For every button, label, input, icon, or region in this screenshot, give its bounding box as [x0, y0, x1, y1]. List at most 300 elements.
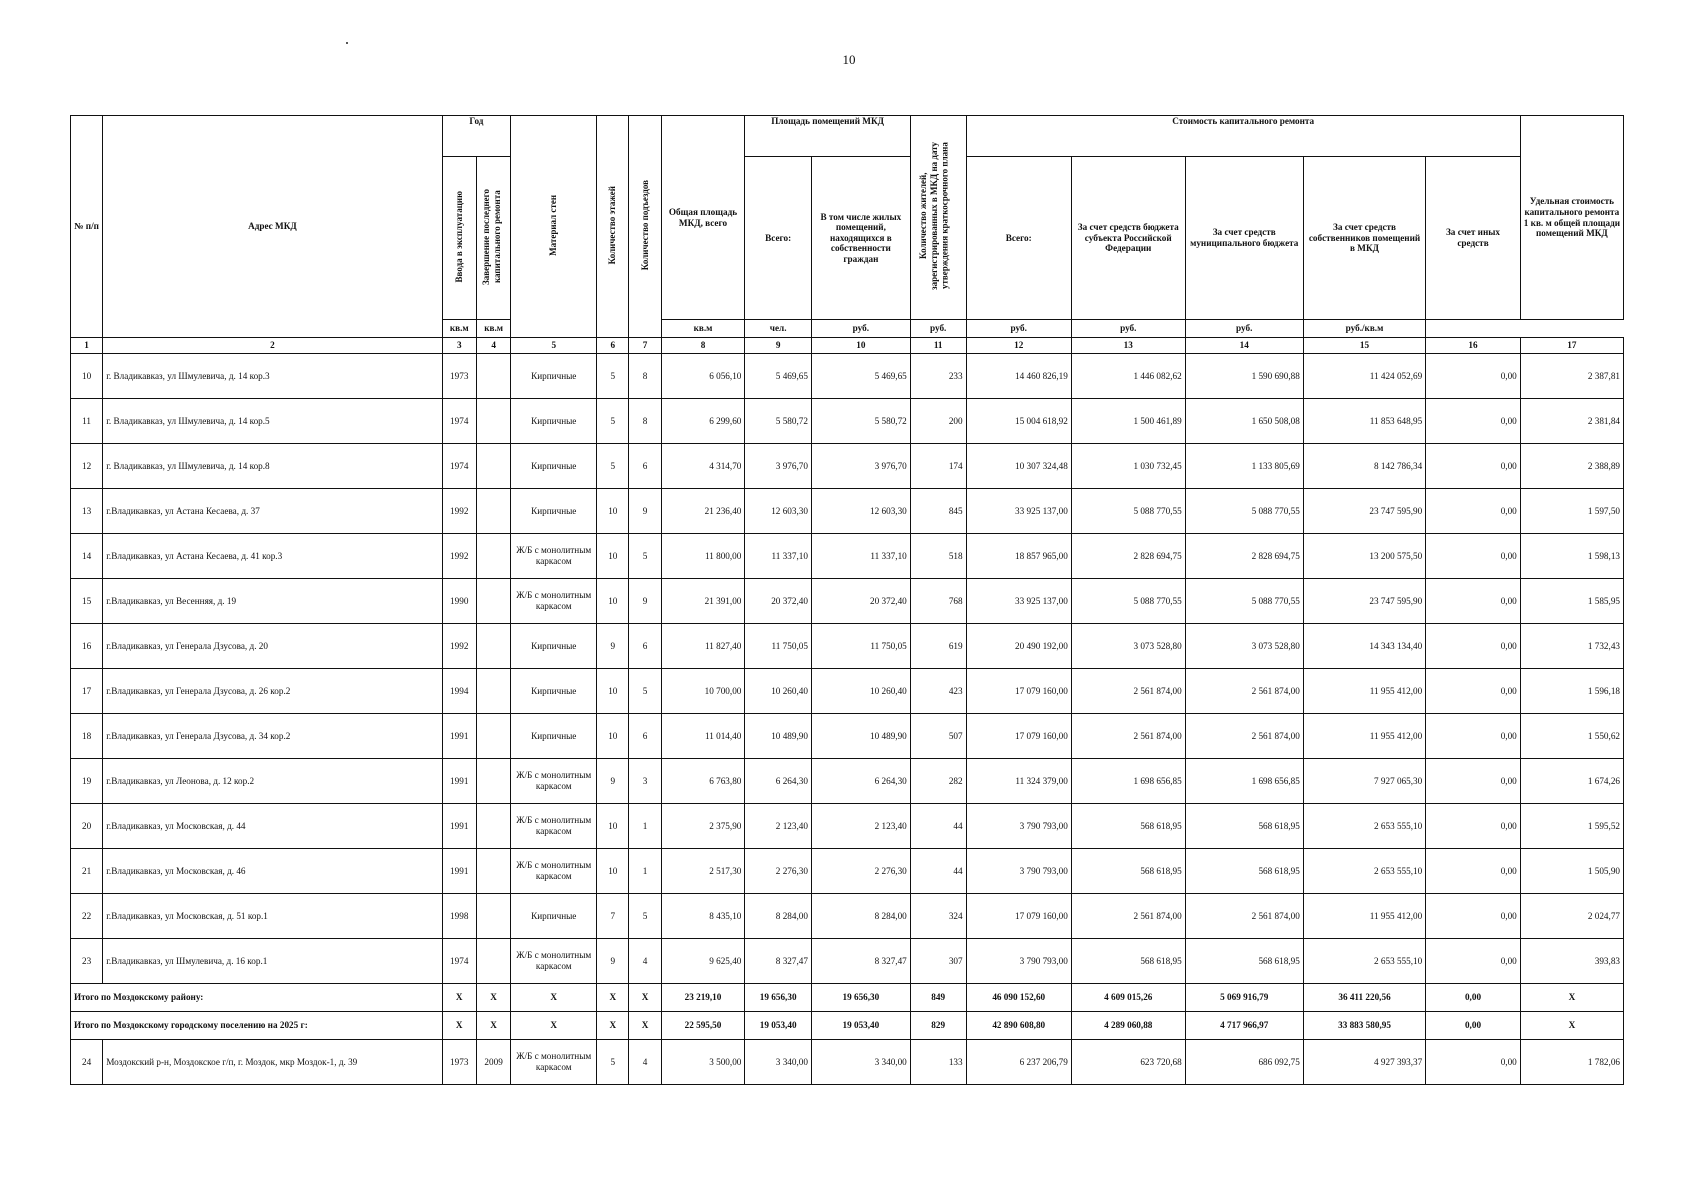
floors-cell: 5 [597, 1040, 629, 1085]
cost-municipal-cell: 5 088 770,55 [1185, 489, 1303, 534]
unit-cell: руб. [910, 320, 966, 338]
address-cell: г.Владикавказ, ул Леонова, д. 12 кор.2 [103, 759, 442, 804]
entrances-cell: 4 [629, 939, 661, 984]
cost-owners-cell: 8 142 786,34 [1303, 444, 1425, 489]
cost-owners-cell: 2 653 555,10 [1303, 804, 1425, 849]
total-area-all-cell: 19 656,30 [745, 984, 812, 1012]
wall-material-cell: Ж/Б с монолитным каркасом [511, 534, 597, 579]
cost-subject-cell: 623 720,68 [1071, 1040, 1185, 1085]
address-cell: г. Владикавказ, ул Шмулевича, д. 14 кор.3 [103, 354, 442, 399]
unit-cell: руб. [966, 320, 1071, 338]
area-living-cell: 10 489,90 [811, 714, 910, 759]
cost-other-cell: 0,00 [1426, 534, 1521, 579]
entrances-cell: 8 [629, 354, 661, 399]
total-area-cell: 6 056,10 [661, 354, 745, 399]
year-repair-cell [476, 354, 510, 399]
unit-cost-cell: 1 550,62 [1520, 714, 1623, 759]
total-area-cell: 3 500,00 [661, 1040, 745, 1085]
residents-cell: 507 [910, 714, 966, 759]
column-index-cell: 17 [1520, 338, 1623, 354]
area-living-cell: 12 603,30 [811, 489, 910, 534]
col-cost-other-header: За счет иных средств [1426, 157, 1521, 320]
floors-cell: 5 [597, 444, 629, 489]
cost-total-cell: 17 079 160,00 [966, 669, 1071, 714]
unit-cost-cell: 1 782,06 [1520, 1040, 1623, 1085]
area-living-cell: 10 260,40 [811, 669, 910, 714]
year-commission-cell: 1992 [442, 624, 476, 669]
year-repair-cell [476, 399, 510, 444]
total-area-cell: 22 595,50 [661, 1012, 745, 1040]
col-total-area-header: Общая площадь МКД, всего [661, 116, 745, 320]
cost-subject-cell: 5 088 770,55 [1071, 579, 1185, 624]
cost-other-cell: 0,00 [1426, 579, 1521, 624]
total-area-cell: 11 827,40 [661, 624, 745, 669]
year-commission-label: Ввода в эксплуатацию [453, 190, 464, 283]
residents-cell: 845 [910, 489, 966, 534]
residents-cell: 619 [910, 624, 966, 669]
wall-material-cell: Ж/Б с монолитным каркасом [511, 579, 597, 624]
entrances-cell: 6 [629, 714, 661, 759]
column-index-row [71, 338, 1624, 354]
totals-row [71, 1012, 1624, 1040]
table-row [71, 1040, 1624, 1085]
unit-cost-cell: 1 595,52 [1520, 804, 1623, 849]
cost-total-cell: 3 790 793,00 [966, 849, 1071, 894]
cost-municipal-cell: 568 618,95 [1185, 939, 1303, 984]
residents-cell: 44 [910, 804, 966, 849]
year-commission-cell: 1974 [442, 444, 476, 489]
totals-label: Итого по Моздокскому городскому поселению на 2025 г: [71, 1012, 443, 1040]
year-repair-cell [476, 534, 510, 579]
col-cost-group-header: Стоимость капитального ремонта [966, 116, 1520, 157]
floors-cell: 10 [597, 489, 629, 534]
cost-total-cell: 3 790 793,00 [966, 939, 1071, 984]
floors-cell: 10 [597, 714, 629, 759]
total-area-cell: 21 236,40 [661, 489, 745, 534]
total-area-cell: 11 800,00 [661, 534, 745, 579]
total-material-cell: X [511, 1012, 597, 1040]
total-cost-subject-cell: 4 609 015,26 [1071, 984, 1185, 1012]
col-unit-cost-header: Удельная стоимость капитального ремонта 1 кв. м общей площади помещений МКД [1520, 116, 1623, 320]
total-year-repair-cell: X [476, 984, 510, 1012]
total-area-cell: 10 700,00 [661, 669, 745, 714]
unit-cost-cell: 1 596,18 [1520, 669, 1623, 714]
area-living-cell: 8 284,00 [811, 894, 910, 939]
column-index-cell: 6 [597, 338, 629, 354]
col-residents-header [910, 116, 966, 320]
column-index-cell: 9 [745, 338, 812, 354]
entrances-cell: 3 [629, 759, 661, 804]
unit-cell: кв.м [661, 320, 745, 338]
total-unit-cost-cell: X [1520, 1012, 1623, 1040]
address-cell: г.Владикавказ, ул Московская, д. 44 [103, 804, 442, 849]
unit-cell: руб. [1071, 320, 1185, 338]
residents-cell: 324 [910, 894, 966, 939]
cost-owners-cell: 11 955 412,00 [1303, 714, 1425, 759]
total-entrances-cell: X [629, 1012, 661, 1040]
row-number: 17 [71, 669, 103, 714]
column-index-cell: 1 [71, 338, 103, 354]
cost-owners-cell: 2 653 555,10 [1303, 849, 1425, 894]
total-area-living-cell: 19 053,40 [811, 1012, 910, 1040]
year-commission-cell: 1992 [442, 534, 476, 579]
wall-material-cell: Кирпичные [511, 669, 597, 714]
row-number: 19 [71, 759, 103, 804]
unit-cost-cell: 393,83 [1520, 939, 1623, 984]
cost-other-cell: 0,00 [1426, 399, 1521, 444]
total-area-cell: 23 219,10 [661, 984, 745, 1012]
cost-other-cell: 0,00 [1426, 354, 1521, 399]
wall-material-cell: Кирпичные [511, 714, 597, 759]
total-area-cell: 4 314,70 [661, 444, 745, 489]
column-index-cell: 15 [1303, 338, 1425, 354]
unit-cell: руб. [811, 320, 910, 338]
cost-owners-cell: 23 747 595,90 [1303, 579, 1425, 624]
row-number: 24 [71, 1040, 103, 1085]
unit-cell: руб. [1185, 320, 1303, 338]
area-total-cell: 11 750,05 [745, 624, 812, 669]
year-repair-cell [476, 444, 510, 489]
area-total-cell: 8 327,47 [745, 939, 812, 984]
table-row [71, 804, 1624, 849]
cost-subject-cell: 3 073 528,80 [1071, 624, 1185, 669]
unit-cell: кв.м [476, 320, 510, 338]
table-row [71, 669, 1624, 714]
cost-subject-cell: 1 030 732,45 [1071, 444, 1185, 489]
row-number: 23 [71, 939, 103, 984]
cost-other-cell: 0,00 [1426, 804, 1521, 849]
wall-material-cell: Ж/Б с монолитным каркасом [511, 939, 597, 984]
wall-material-cell: Ж/Б с монолитным каркасом [511, 1040, 597, 1085]
cost-other-cell: 0,00 [1426, 894, 1521, 939]
cost-total-cell: 6 237 206,79 [966, 1040, 1071, 1085]
year-repair-cell [476, 759, 510, 804]
table-row [71, 714, 1624, 759]
area-living-cell: 3 976,70 [811, 444, 910, 489]
floors-cell: 9 [597, 759, 629, 804]
area-total-cell: 10 489,90 [745, 714, 812, 759]
year-commission-cell: 1998 [442, 894, 476, 939]
residents-cell: 233 [910, 354, 966, 399]
table-row [71, 399, 1624, 444]
cost-municipal-cell: 568 618,95 [1185, 804, 1303, 849]
col-wall-material-header [511, 116, 597, 338]
year-commission-cell: 1973 [442, 1040, 476, 1085]
residents-cell: 174 [910, 444, 966, 489]
address-cell: г.Владикавказ, ул Генерала Дзусова, д. 20 [103, 624, 442, 669]
area-total-cell: 12 603,30 [745, 489, 812, 534]
year-commission-cell: 1990 [442, 579, 476, 624]
unit-cell: чел. [745, 320, 812, 338]
total-residents-cell: 849 [910, 984, 966, 1012]
cost-municipal-cell: 1 590 690,88 [1185, 354, 1303, 399]
entrances-label: Количество подъездов [639, 180, 650, 271]
col-cost-total-header: Всего: [966, 157, 1071, 320]
total-cost-other-cell: 0,00 [1426, 984, 1521, 1012]
entrances-cell: 1 [629, 804, 661, 849]
cost-other-cell: 0,00 [1426, 759, 1521, 804]
total-cost-cell: 42 890 608,80 [966, 1012, 1071, 1040]
unit-cost-cell: 2 381,84 [1520, 399, 1623, 444]
area-total-cell: 10 260,40 [745, 669, 812, 714]
wall-material-cell: Кирпичные [511, 399, 597, 444]
area-living-cell: 11 337,10 [811, 534, 910, 579]
year-repair-cell [476, 894, 510, 939]
col-area-living-header: В том числе жилых помещений, находящихся в собственности граждан [811, 157, 910, 320]
entrances-cell: 8 [629, 399, 661, 444]
cost-total-cell: 11 324 379,00 [966, 759, 1071, 804]
totals-row [71, 984, 1624, 1012]
column-index-cell: 2 [103, 338, 442, 354]
col-cost-owners-header: За счет средств собственников помещений в МКД [1303, 157, 1425, 320]
cost-subject-cell: 1 698 656,85 [1071, 759, 1185, 804]
unit-cost-cell: 1 732,43 [1520, 624, 1623, 669]
cost-total-cell: 17 079 160,00 [966, 714, 1071, 759]
cost-total-cell: 3 790 793,00 [966, 804, 1071, 849]
cost-total-cell: 33 925 137,00 [966, 489, 1071, 534]
total-cost-other-cell: 0,00 [1426, 1012, 1521, 1040]
total-area-cell: 9 625,40 [661, 939, 745, 984]
wall-material-cell: Ж/Б с монолитным каркасом [511, 759, 597, 804]
table-row [71, 759, 1624, 804]
area-total-cell: 3 976,70 [745, 444, 812, 489]
total-cost-owners-cell: 33 883 580,95 [1303, 1012, 1425, 1040]
column-index-cell: 4 [476, 338, 510, 354]
col-floors-header [597, 116, 629, 338]
unit-cost-cell: 1 585,95 [1520, 579, 1623, 624]
total-area-cell: 8 435,10 [661, 894, 745, 939]
cost-owners-cell: 23 747 595,90 [1303, 489, 1425, 534]
cost-other-cell: 0,00 [1426, 669, 1521, 714]
residents-cell: 423 [910, 669, 966, 714]
total-cost-municipal-cell: 5 069 916,79 [1185, 984, 1303, 1012]
cost-subject-cell: 568 618,95 [1071, 939, 1185, 984]
unit-cost-cell: 1 598,13 [1520, 534, 1623, 579]
col-year-last-repair-header [476, 157, 510, 320]
total-cost-owners-cell: 36 411 220,56 [1303, 984, 1425, 1012]
column-index-cell: 8 [661, 338, 745, 354]
area-total-cell: 8 284,00 [745, 894, 812, 939]
cost-municipal-cell: 3 073 528,80 [1185, 624, 1303, 669]
row-number: 15 [71, 579, 103, 624]
year-commission-cell: 1994 [442, 669, 476, 714]
year-repair-cell [476, 579, 510, 624]
residents-cell: 133 [910, 1040, 966, 1085]
column-index-cell: 3 [442, 338, 476, 354]
area-living-cell: 5 580,72 [811, 399, 910, 444]
entrances-cell: 9 [629, 579, 661, 624]
table-row [71, 624, 1624, 669]
year-commission-cell: 1973 [442, 354, 476, 399]
wall-material-cell: Кирпичные [511, 624, 597, 669]
table-row [71, 894, 1624, 939]
area-living-cell: 6 264,30 [811, 759, 910, 804]
address-cell: г.Владикавказ, ул Московская, д. 51 кор.1 [103, 894, 442, 939]
cost-owners-cell: 2 653 555,10 [1303, 939, 1425, 984]
address-cell: г. Владикавказ, ул Шмулевича, д. 14 кор.5 [103, 399, 442, 444]
column-index-cell: 11 [910, 338, 966, 354]
area-total-cell: 2 276,30 [745, 849, 812, 894]
year-commission-cell: 1974 [442, 399, 476, 444]
year-commission-cell: 1974 [442, 939, 476, 984]
year-repair-cell [476, 624, 510, 669]
total-cost-municipal-cell: 4 717 966,97 [1185, 1012, 1303, 1040]
address-cell: г.Владикавказ, ул Астана Кесаева, д. 41 кор.3 [103, 534, 442, 579]
residents-cell: 518 [910, 534, 966, 579]
total-area-cell: 2 375,90 [661, 804, 745, 849]
cost-municipal-cell: 1 650 508,08 [1185, 399, 1303, 444]
year-repair-cell [476, 804, 510, 849]
floors-cell: 7 [597, 894, 629, 939]
year-commission-cell: 1991 [442, 714, 476, 759]
col-year-commission-header [442, 157, 476, 320]
address-cell: г.Владикавказ, ул Московская, д. 46 [103, 849, 442, 894]
cost-total-cell: 10 307 324,48 [966, 444, 1071, 489]
row-number: 16 [71, 624, 103, 669]
row-number: 14 [71, 534, 103, 579]
cost-subject-cell: 1 446 082,62 [1071, 354, 1185, 399]
cost-total-cell: 18 857 965,00 [966, 534, 1071, 579]
row-number: 21 [71, 849, 103, 894]
total-area-cell: 6 763,80 [661, 759, 745, 804]
address-cell: г.Владикавказ, ул Весенняя, д. 19 [103, 579, 442, 624]
entrances-cell: 5 [629, 894, 661, 939]
area-living-cell: 2 276,30 [811, 849, 910, 894]
address-cell: г.Владикавказ, ул Астана Кесаева, д. 37 [103, 489, 442, 534]
year-last-repair-label: Завершение последнего капитального ремонта [480, 188, 502, 285]
area-total-cell: 3 340,00 [745, 1040, 812, 1085]
cost-owners-cell: 13 200 575,50 [1303, 534, 1425, 579]
year-commission-cell: 1991 [442, 804, 476, 849]
unit-cost-cell: 2 024,77 [1520, 894, 1623, 939]
residents-cell: 768 [910, 579, 966, 624]
totals-label: Итого по Моздокскому району: [71, 984, 443, 1012]
unit-cost-cell: 2 388,89 [1520, 444, 1623, 489]
residents-cell: 282 [910, 759, 966, 804]
cost-total-cell: 33 925 137,00 [966, 579, 1071, 624]
total-floors-cell: X [597, 984, 629, 1012]
year-repair-cell [476, 849, 510, 894]
cost-owners-cell: 14 343 134,40 [1303, 624, 1425, 669]
cost-total-cell: 15 004 618,92 [966, 399, 1071, 444]
unit-cost-cell: 1 597,50 [1520, 489, 1623, 534]
total-area-cell: 21 391,00 [661, 579, 745, 624]
total-year-repair-cell: X [476, 1012, 510, 1040]
column-index-cell: 16 [1426, 338, 1521, 354]
residents-cell: 44 [910, 849, 966, 894]
entrances-cell: 5 [629, 669, 661, 714]
col-num-header: № п/п [71, 116, 103, 338]
residents-cell: 307 [910, 939, 966, 984]
total-area-all-cell: 19 053,40 [745, 1012, 812, 1040]
year-repair-cell: 2009 [476, 1040, 510, 1085]
year-repair-cell [476, 669, 510, 714]
cost-other-cell: 0,00 [1426, 444, 1521, 489]
cost-municipal-cell: 2 561 874,00 [1185, 894, 1303, 939]
table-row [71, 579, 1624, 624]
cost-other-cell: 0,00 [1426, 714, 1521, 759]
cost-owners-cell: 11 955 412,00 [1303, 669, 1425, 714]
total-cost-subject-cell: 4 289 060,88 [1071, 1012, 1185, 1040]
cost-subject-cell: 2 561 874,00 [1071, 669, 1185, 714]
cost-municipal-cell: 2 828 694,75 [1185, 534, 1303, 579]
floors-cell: 10 [597, 669, 629, 714]
col-area-group-header: Площадь помещений МКД [745, 116, 910, 157]
cost-municipal-cell: 568 618,95 [1185, 849, 1303, 894]
cost-other-cell: 0,00 [1426, 489, 1521, 534]
year-repair-cell [476, 939, 510, 984]
cost-municipal-cell: 5 088 770,55 [1185, 579, 1303, 624]
cost-subject-cell: 2 561 874,00 [1071, 894, 1185, 939]
entrances-cell: 4 [629, 1040, 661, 1085]
table-row [71, 354, 1624, 399]
cost-municipal-cell: 1 698 656,85 [1185, 759, 1303, 804]
col-year-group-header: Год [442, 116, 511, 157]
row-number: 20 [71, 804, 103, 849]
total-residents-cell: 829 [910, 1012, 966, 1040]
cost-owners-cell: 11 424 052,69 [1303, 354, 1425, 399]
cost-subject-cell: 568 618,95 [1071, 849, 1185, 894]
area-living-cell: 2 123,40 [811, 804, 910, 849]
year-repair-cell [476, 714, 510, 759]
row-number: 13 [71, 489, 103, 534]
cost-total-cell: 20 490 192,00 [966, 624, 1071, 669]
area-living-cell: 20 372,40 [811, 579, 910, 624]
cost-total-cell: 14 460 826,19 [966, 354, 1071, 399]
area-total-cell: 5 580,72 [745, 399, 812, 444]
col-address-header: Адрес МКД [103, 116, 442, 338]
table-row [71, 489, 1624, 534]
wall-material-cell: Ж/Б с монолитным каркасом [511, 804, 597, 849]
wall-material-label: Материал стен [548, 194, 559, 256]
year-commission-cell: 1991 [442, 849, 476, 894]
unit-cell: кв.м [442, 320, 476, 338]
table-row [71, 444, 1624, 489]
area-total-cell: 11 337,10 [745, 534, 812, 579]
wall-material-cell: Кирпичные [511, 444, 597, 489]
area-living-cell: 8 327,47 [811, 939, 910, 984]
floors-cell: 10 [597, 534, 629, 579]
cost-other-cell: 0,00 [1426, 939, 1521, 984]
entrances-cell: 6 [629, 624, 661, 669]
address-cell: г. Владикавказ, ул Шмулевича, д. 14 кор.8 [103, 444, 442, 489]
cost-other-cell: 0,00 [1426, 849, 1521, 894]
table-body [71, 116, 1624, 1085]
cost-other-cell: 0,00 [1426, 1040, 1521, 1085]
page-number: 10 [842, 52, 856, 67]
wall-material-cell: Ж/Б с монолитным каркасом [511, 849, 597, 894]
column-index-cell: 5 [511, 338, 597, 354]
total-material-cell: X [511, 984, 597, 1012]
address-cell: г.Владикавказ, ул Генерала Дзусова, д. 34 кор.2 [103, 714, 442, 759]
column-index-cell: 12 [966, 338, 1071, 354]
area-total-cell: 20 372,40 [745, 579, 812, 624]
col-entrances-header [629, 116, 661, 338]
cost-owners-cell: 11 853 648,95 [1303, 399, 1425, 444]
total-cost-cell: 46 090 152,60 [966, 984, 1071, 1012]
entrances-cell: 6 [629, 444, 661, 489]
table-row [71, 939, 1624, 984]
floors-label: Количество этажей [607, 186, 618, 265]
cost-other-cell: 0,00 [1426, 624, 1521, 669]
column-index-cell: 10 [811, 338, 910, 354]
wall-material-cell: Кирпичные [511, 354, 597, 399]
row-number: 11 [71, 399, 103, 444]
total-year-commission-cell: X [442, 1012, 476, 1040]
cost-owners-cell: 11 955 412,00 [1303, 894, 1425, 939]
cost-subject-cell: 5 088 770,55 [1071, 489, 1185, 534]
col-cost-municipal-header: За счет средств муниципального бюджета [1185, 157, 1303, 320]
